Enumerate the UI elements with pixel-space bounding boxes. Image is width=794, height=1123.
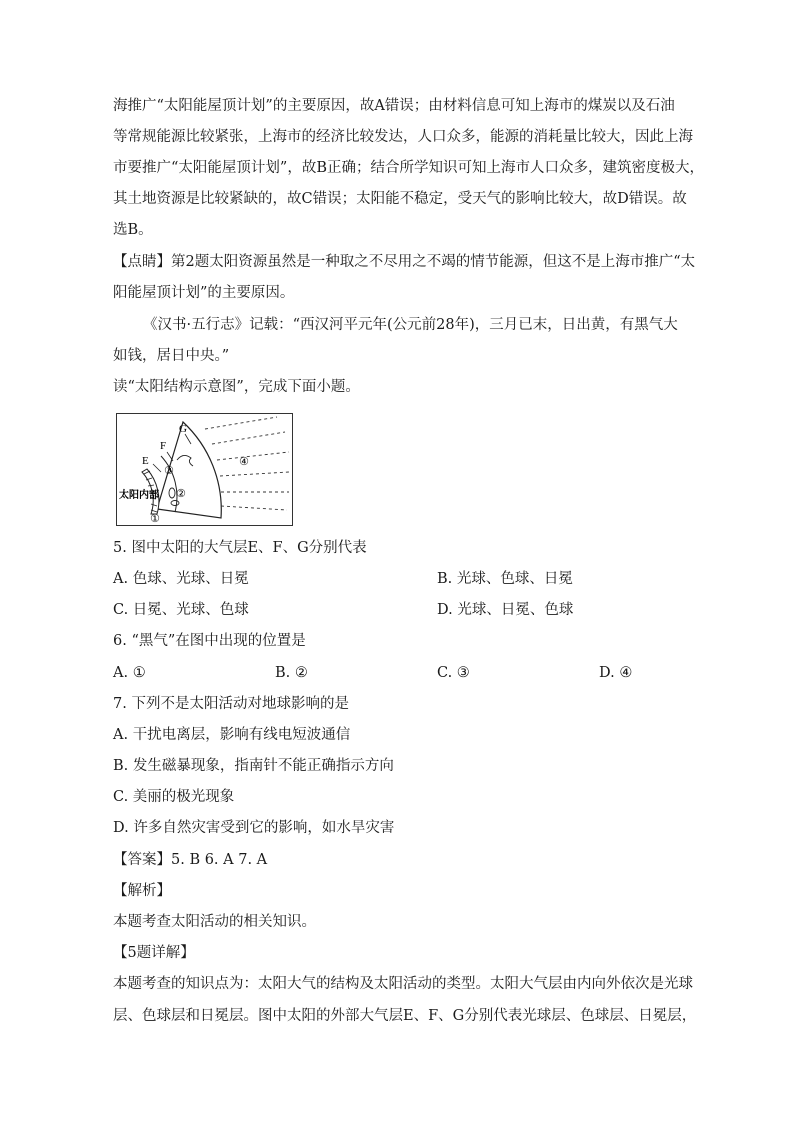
q7-option-c: C. 美丽的极光现象 (113, 789, 235, 805)
paragraph-line: 市要推广“太阳能屋顶计划”，故B正确；结合所学知识可知上海市人口众多，建筑密度极大， (113, 160, 704, 176)
detail-line: 本题考查的知识点为：太阳大气的结构及太阳活动的类型。太阳大气层由内向外依次是光球 (113, 976, 693, 992)
detail-line: 层、色球层和日冕层。图中太阳的外部大气层E、F、G分别代表光球层、色球层、日冕层， (113, 1008, 697, 1024)
analysis-text: 本题考查太阳活动的相关知识。 (113, 914, 316, 930)
label-f: F (160, 440, 167, 452)
paragraph-line: 海推广“太阳能屋顶计划”的主要原因，故A错误；由材料信息可知上海市的煤炭以及石油 (113, 98, 675, 114)
marker-2: ② (176, 487, 186, 500)
prominence-shape (177, 455, 193, 466)
label-e: E (142, 455, 149, 467)
tip-line: 【点睛】第2题太阳资源虽然是一种取之不尽用之不竭的情节能源，但这不是上海市推广“太 (113, 254, 696, 270)
sun-structure-diagram (116, 413, 293, 526)
q6-option-a: A. ① (113, 665, 146, 681)
q5-option-d: D. 光球、日冕、色球 (437, 602, 574, 618)
label-g: G (179, 423, 187, 435)
quote-line: 如钱，居日中央。” (113, 348, 230, 364)
marker-1: ① (150, 512, 160, 525)
marker-4: ④ (239, 455, 249, 468)
question-5-stem: 5. 图中太阳的大气层E、F、G分别代表 (113, 540, 367, 556)
detail-heading: 【5题详解】 (113, 945, 195, 961)
question-6-stem: 6. “黑气”在图中出现的位置是 (113, 633, 306, 649)
sun-structure-svg (117, 414, 292, 525)
analysis-heading: 【解析】 (113, 883, 171, 899)
tip-line: 阳能屋顶计划”的主要原因。 (113, 285, 295, 301)
sunspot-oval (171, 501, 179, 506)
paragraph-line: 选B。 (113, 222, 153, 238)
quote-line: 《汉书·五行志》记载：“西汉河平元年(公元前28年)，三月已末，日出黄，有黑气大 (143, 317, 678, 333)
label-sun-interior: 太阳内部 (119, 490, 159, 501)
marker-3: ③ (164, 464, 174, 477)
q7-option-d: D. 许多自然灾害受到它的影响，如水旱灾害 (113, 820, 395, 836)
q6-option-c: C. ③ (437, 665, 470, 681)
paragraph-line: 其土地资源是比较紧缺的，故C错误；太阳能不稳定，受天气的影响比较大，故D错误。故 (113, 191, 687, 207)
instruction: 读“太阳结构示意图”，完成下面小题。 (113, 379, 360, 395)
label-leader-g (185, 434, 191, 444)
q5-option-c: C. 日冕、光球、色球 (113, 602, 249, 618)
paragraph-line: 等常规能源比较紧张，上海市的经济比较发达，人口众多，能源的消耗量比较大，因此上海 (113, 129, 693, 145)
q7-option-a: A. 干扰电离层，影响有线电短波通信 (113, 727, 351, 743)
q5-option-a: A. 色球、光球、日冕 (113, 571, 249, 587)
question-7-stem: 7. 下列不是太阳活动对地球影响的是 (113, 696, 349, 712)
answer-line: 【答案】5. B 6. A 7. A (113, 852, 268, 868)
q5-option-b: B. 光球、色球、日冕 (437, 571, 573, 587)
q6-option-b: B. ② (275, 665, 308, 681)
sunspot-oval (169, 488, 175, 498)
q6-option-d: D. ④ (599, 665, 633, 681)
q7-option-b: B. 发生磁暴现象，指南针不能正确指示方向 (113, 758, 394, 774)
label-leader-e (153, 464, 161, 472)
